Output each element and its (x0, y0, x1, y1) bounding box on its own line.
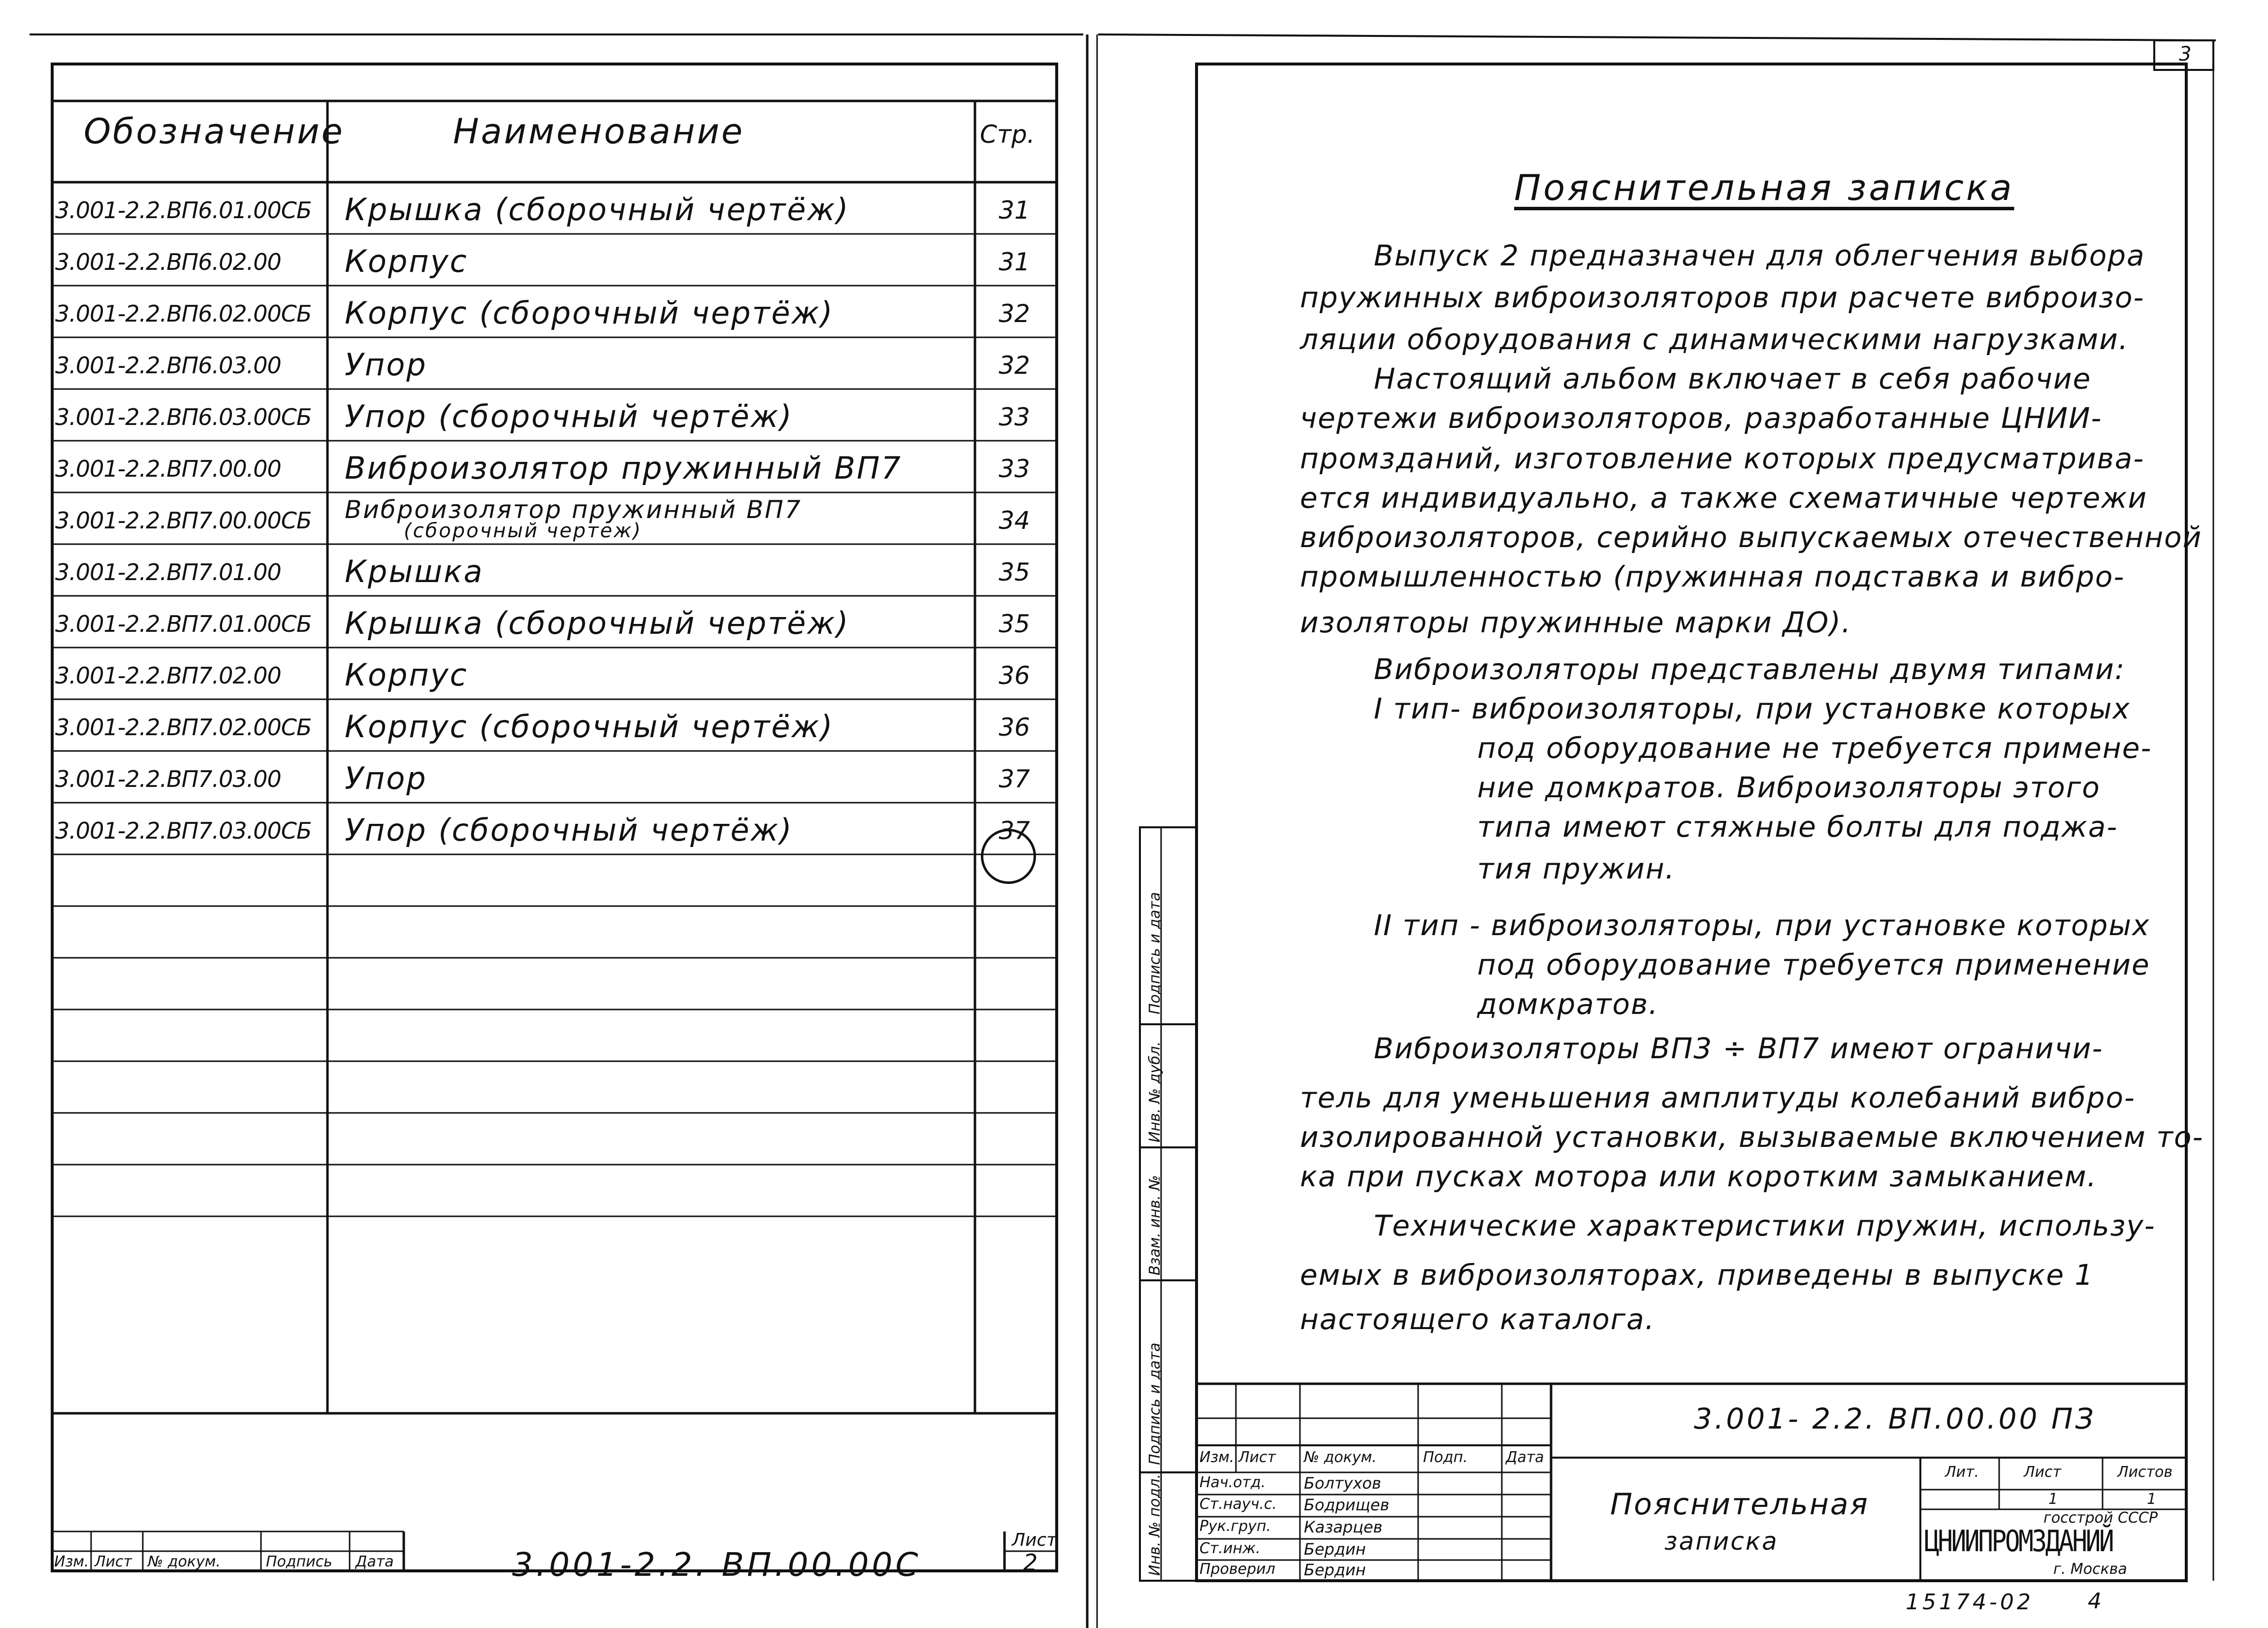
row-name: Упор (сборочный чертёж) (345, 398, 793, 434)
row-code: 3.001-2.2.ВП7.00.00СБ (55, 507, 312, 534)
stamp-person-name: Бодрищев (1304, 1496, 1390, 1514)
stamp-person-name: Казарцев (1304, 1518, 1383, 1536)
stamp-col-sign: Подп. (1423, 1449, 1468, 1466)
stamp-sheets-no: 1 (2147, 1491, 2157, 1508)
note-line: тия пружин. (1477, 852, 1676, 885)
row-page: 35 (999, 558, 1030, 586)
note-line: под оборудование требуется применение (1477, 948, 2150, 981)
left-col-list: Лист (95, 1553, 132, 1570)
note-line: I тип- виброизоляторы, при установке которых (1374, 692, 2131, 725)
row-page: 36 (999, 713, 1030, 742)
row-name: Упор (сборочный чертёж) (345, 812, 793, 848)
note-line: пружинных виброизоляторов при расчете виброизо- (1300, 281, 2145, 314)
stamp-role: Ст.науч.с. (1199, 1496, 1277, 1513)
side-label-inv-dubl: Инв. № дубл. (1146, 1041, 1164, 1142)
row-code: 3.001-2.2.ВП7.00.00 (55, 456, 281, 482)
stamp-col-izm: Изм. (1199, 1449, 1234, 1466)
row-page: 31 (999, 248, 1030, 276)
note-line: настоящего каталога. (1300, 1302, 1655, 1336)
row-name: Корпус (сборочный чертёж) (345, 295, 834, 331)
note-line: чертежи виброизоляторов, разработанные ЦНИИ- (1300, 401, 2103, 435)
row-code: 3.001-2.2.ВП7.03.00 (55, 766, 281, 792)
side-label-sign-date-1: Подпись и дата (1146, 1342, 1164, 1465)
row-code: 3.001-2.2.ВП7.03.00СБ (55, 817, 312, 844)
row-code: 3.001-2.2.ВП7.01.00СБ (55, 611, 312, 637)
page-circle-mark (981, 829, 1036, 884)
left-col-date: Дата (356, 1553, 394, 1570)
stamp-sheet-label: Лист (2024, 1464, 2062, 1481)
corner-page-number: 3 (2179, 43, 2192, 65)
note-line: ется индивидуально, а также схематичные чертежи (1300, 481, 2148, 515)
row-code: 3.001-2.2.ВП6.03.00 (55, 352, 281, 379)
note-line: изолированной установки, вызываемые включением то- (1300, 1120, 2204, 1154)
note-line: под оборудование не требуется примене- (1477, 731, 2152, 765)
note-line: типа имеют стяжные болты для поджа- (1477, 810, 2118, 844)
row-name: Корпус (345, 657, 468, 693)
row-code: 3.001-2.2.ВП6.03.00СБ (55, 404, 312, 430)
note-line: Настоящий альбом включает в себя рабочие (1374, 362, 2092, 395)
row-page: 33 (999, 455, 1030, 483)
row-page: 37 (999, 816, 1030, 845)
row-page: 35 (999, 610, 1030, 638)
row-code: 3.001-2.2.ВП6.02.00 (55, 249, 281, 275)
note-title: Пояснительная записка (1514, 167, 2014, 208)
header-designation: Обозначение (84, 111, 345, 152)
row-name: Крышка (сборочный чертёж) (345, 605, 850, 641)
stamp-col-doc: № докум. (1304, 1449, 1377, 1466)
note-line: изоляторы пружинные марки ДО). (1300, 606, 1852, 639)
row-name: Крышка (сборочный чертёж) (345, 192, 850, 228)
row-code: 3.001-2.2.ВП6.02.00СБ (55, 300, 312, 327)
left-sheet-no: 2 (1023, 1549, 1038, 1576)
note-line: тель для уменьшения амплитуды колебаний вибро- (1300, 1081, 2136, 1114)
row-page: 33 (999, 403, 1030, 431)
stamp-person-name: Болтухов (1304, 1474, 1381, 1493)
stamp-role: Нач.отд. (1199, 1474, 1266, 1491)
row-page: 37 (999, 765, 1030, 793)
side-label-sign-date-2: Подпись и дата (1146, 892, 1164, 1014)
stamp-role: Ст.инж. (1199, 1540, 1261, 1557)
left-col-doc: № докум. (148, 1553, 221, 1570)
note-line: ляции оборудования с динамическими нагрузками. (1300, 323, 2129, 356)
stamp-col-list: Лист (1238, 1449, 1276, 1466)
row-page: 36 (999, 661, 1030, 690)
left-col-sign: Подпись (266, 1553, 332, 1570)
row-name: Виброизолятор пружинный ВП7 (345, 495, 802, 524)
side-label-inv-podl: Инв. № подл. (1146, 1474, 1164, 1576)
right-doc-title-1: Пояснительная (1610, 1487, 1869, 1522)
left-doc-code: 3.001-2.2. ВП.00.00С (512, 1546, 921, 1584)
row-name: Виброизолятор пружинный ВП7 (345, 450, 902, 486)
row-page: 34 (999, 506, 1030, 535)
note-line: Виброизоляторы ВП3 ÷ ВП7 имеют ограничи- (1374, 1032, 2104, 1065)
stamp-role: Рук.груп. (1199, 1518, 1271, 1535)
stamp-person-name: Бердин (1304, 1540, 1366, 1559)
row-page: 31 (999, 196, 1030, 225)
row-page: 32 (999, 351, 1030, 380)
row-code: 3.001-2.2.ВП7.01.00 (55, 559, 281, 586)
row-name: Корпус (345, 243, 468, 279)
row-page: 32 (999, 299, 1030, 328)
row-code: 3.001-2.2.ВП7.02.00 (55, 662, 281, 689)
footer-code: 15174-02 (1906, 1590, 2034, 1615)
stamp-sheet-no: 1 (2048, 1491, 2058, 1508)
stamp-col-date: Дата (1506, 1449, 1544, 1466)
footer-number: 4 (2088, 1589, 2102, 1614)
stamp-org-top: госстрой СССР (2043, 1509, 2158, 1527)
side-label-vzam-inv: Взам. инв. № (1146, 1175, 1164, 1275)
note-line: домкратов. (1477, 987, 1659, 1021)
note-line: ка при пусках мотора или коротким замыканием. (1300, 1160, 2098, 1193)
stamp-org-name: ЦНИИПРОМЗДАНИЙ (1924, 1524, 2113, 1559)
note-line: промышленностью (пружинная подставка и вибро- (1300, 560, 2125, 593)
header-page: Стр. (980, 120, 1035, 149)
right-doc-code: 3.001- 2.2. ВП.00.00 ПЗ (1694, 1402, 2096, 1435)
left-sheet-label: Лист (1012, 1530, 1057, 1550)
note-line: Виброизоляторы представлены двумя типами: (1374, 652, 2126, 686)
note-line: промзданий, изготовление которых предусматрива- (1300, 442, 2145, 475)
row-name-sub: (сборочный чертеж) (404, 520, 642, 542)
row-code: 3.001-2.2.ВП7.02.00СБ (55, 714, 312, 741)
row-name: Крышка (345, 554, 484, 589)
stamp-lit-label: Лит. (1945, 1464, 1979, 1481)
row-name: Корпус (сборочный чертёж) (345, 709, 834, 745)
row-name: Упор (345, 347, 427, 383)
row-code: 3.001-2.2.ВП6.01.00СБ (55, 197, 312, 224)
right-doc-title-2: записка (1664, 1527, 1779, 1556)
note-line: виброизоляторов, серийно выпускаемых отечественной (1300, 521, 2203, 554)
note-line: емых в виброизоляторах, приведены в выпуске 1 (1300, 1258, 2094, 1292)
stamp-person-name: Бердин (1304, 1561, 1366, 1579)
note-line: II тип - виброизоляторы, при установке которых (1374, 909, 2150, 942)
row-name: Упор (345, 760, 427, 796)
stamp-sheets-label: Листов (2117, 1464, 2173, 1481)
header-name: Наименование (453, 111, 745, 152)
stamp-role: Проверил (1199, 1561, 1275, 1578)
note-line: ние домкратов. Виброизоляторы этого (1477, 771, 2101, 804)
note-line: Выпуск 2 предназначен для облегчения выбора (1374, 239, 2145, 272)
note-line: Технические характеристики пружин, использу- (1374, 1209, 2156, 1242)
left-col-izm: Изм. (54, 1553, 89, 1570)
stamp-org-city: г. Москва (2053, 1561, 2127, 1578)
